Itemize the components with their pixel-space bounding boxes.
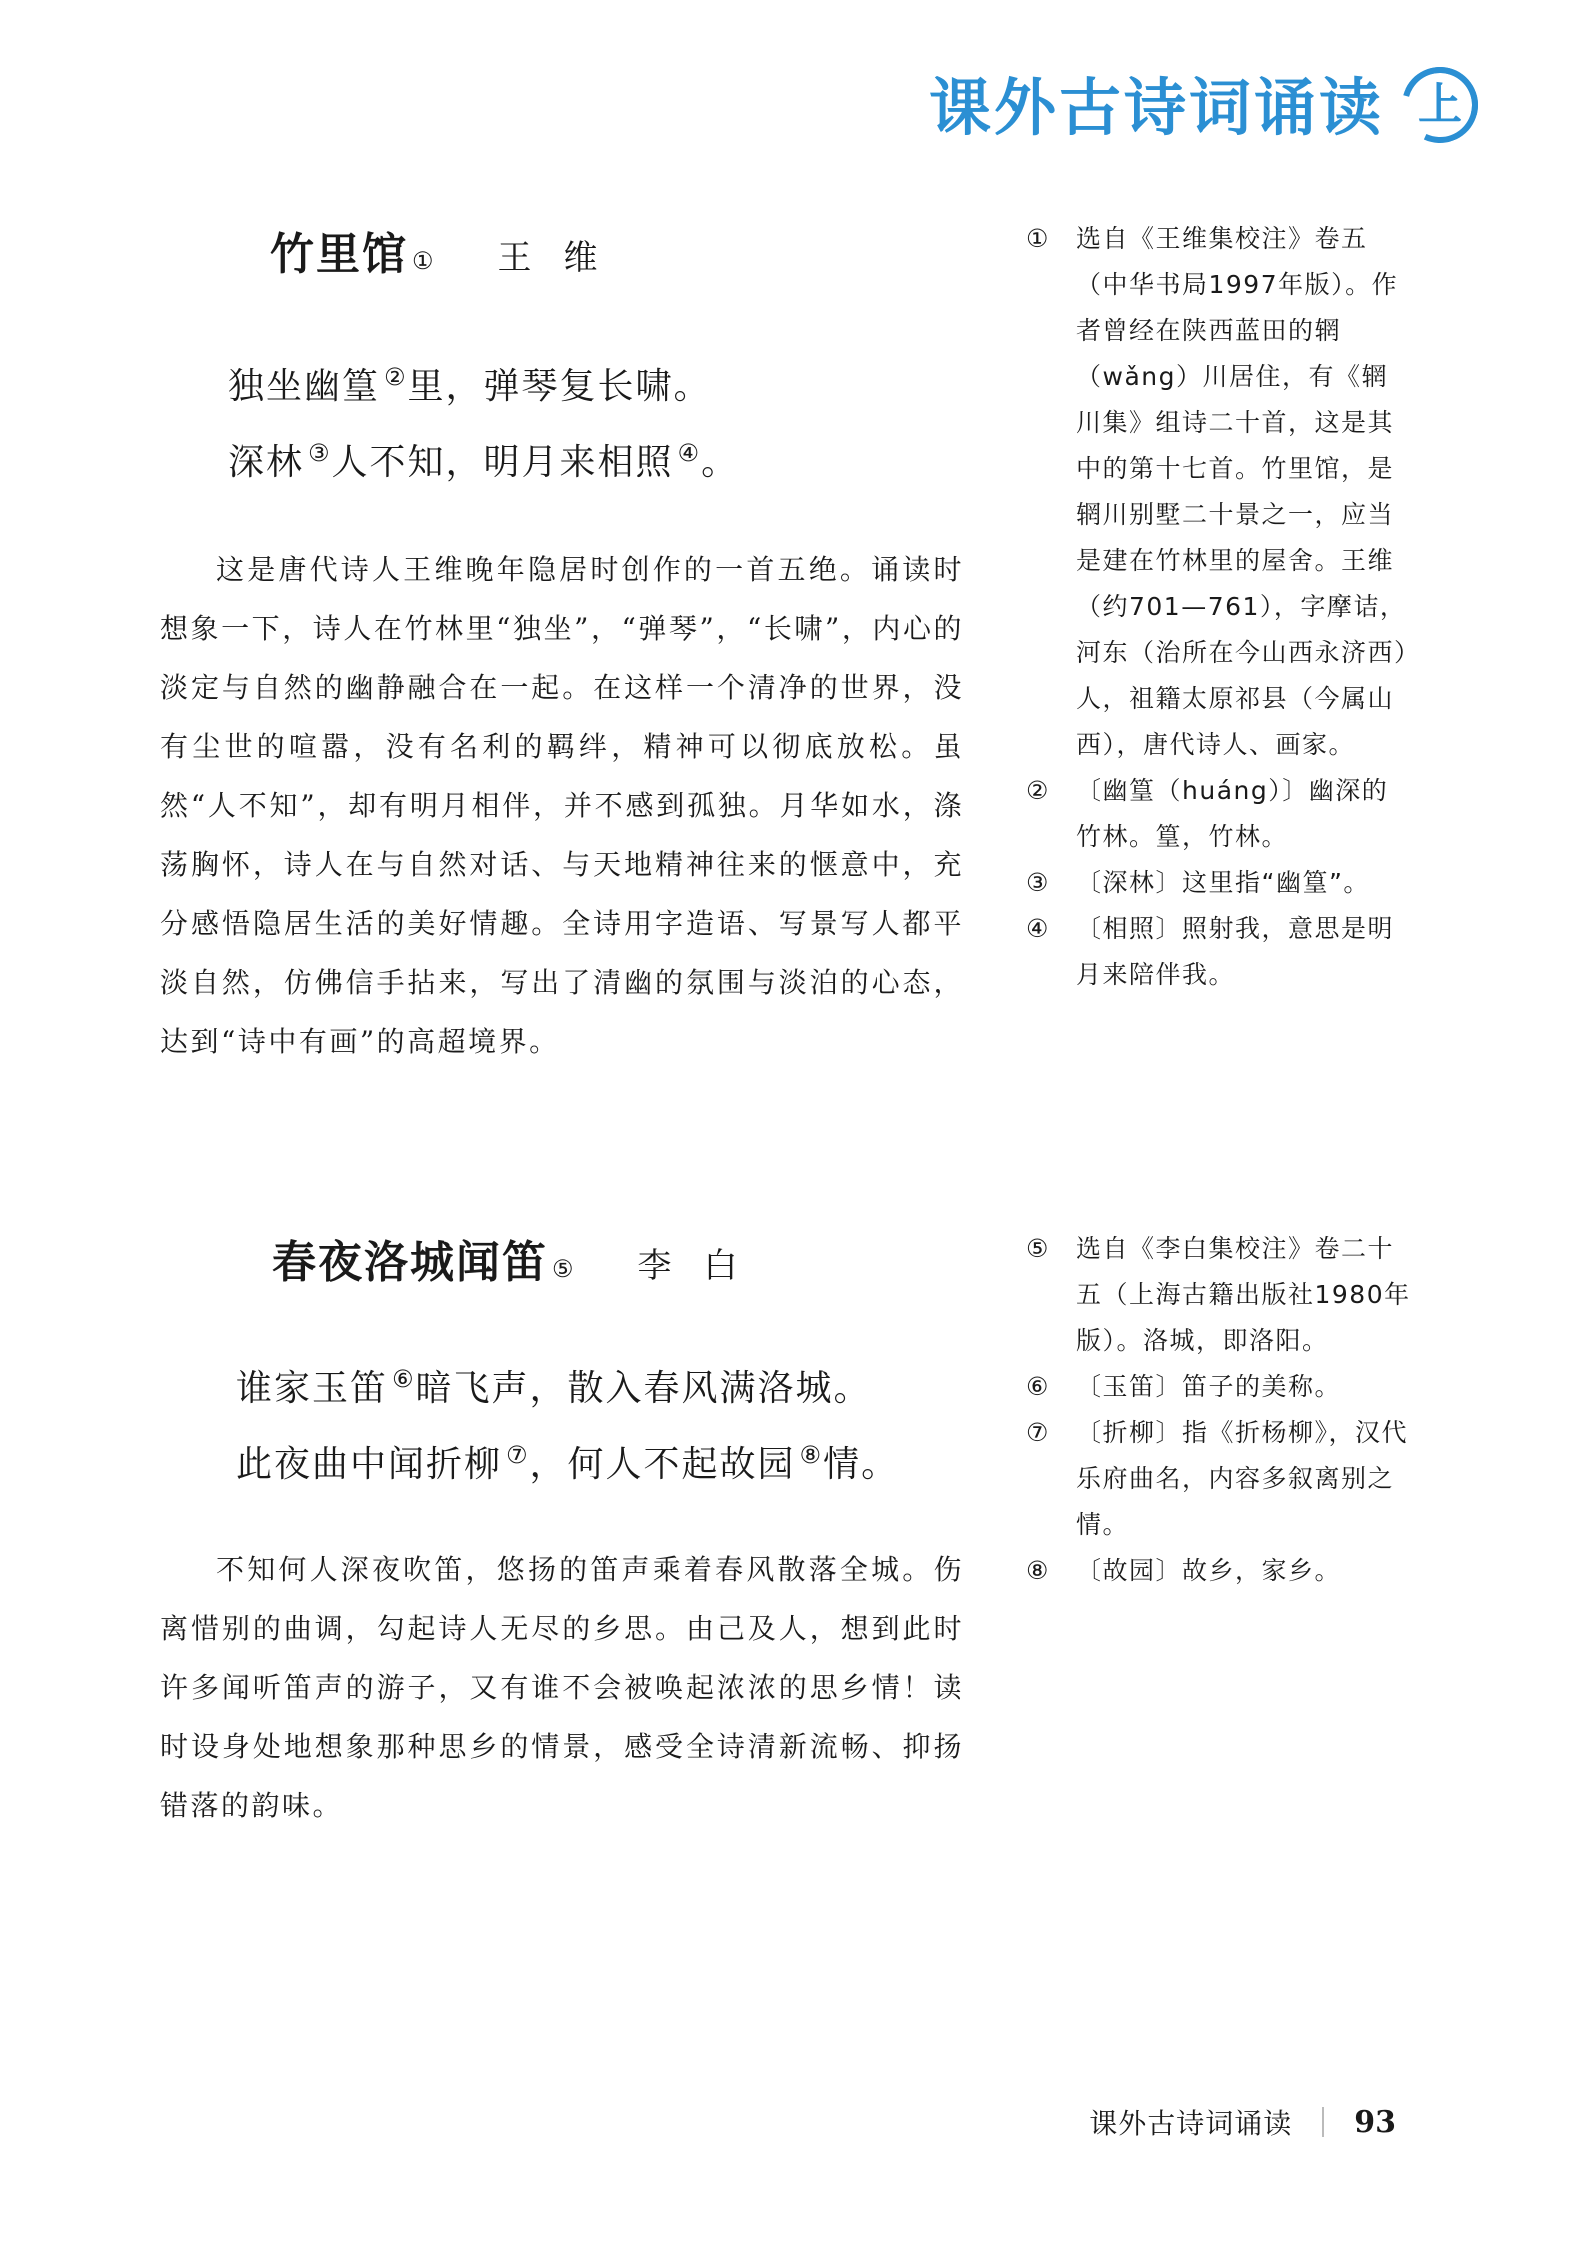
- footnote: ⑤ 选自《李白集校注》卷二十五（上海古籍出版社1980年版）。洛城，即洛阳。: [1026, 1234, 1411, 1355]
- footnote: ⑧ 〔故园〕故乡，家乡。: [1026, 1556, 1342, 1585]
- page-number: 93: [1354, 2104, 1396, 2140]
- poem2-line2: 此夜曲中闻折柳 ⑦，何人不起故园 ⑧情。: [236, 1441, 900, 1485]
- poem2-footnotes: [1026, 1226, 1414, 1594]
- volume-badge: [1402, 67, 1474, 139]
- poem1-commentary: 这是唐代诗人王维晚年隐居时创作的一首五绝。诵读时想象一下，诗人在竹林里“独坐”，“弹琴”，“长啸”，内心的淡定与自然的幽静融合在一起。在这样一个清净的世界，没有尘世的喧嚣，没有名利的羁绊，精神可以彻底放松。虽然“人不知”，却有明月相伴，并不感到孤独。月华如水，涤荡胸怀，诗人在与自然对话、与天地精神往来的惬意中，充分感悟隐居生活的美好情趣。全诗用字造语、写景写人都平淡自然，仿佛信手拈来，写出了清幽的氛围与淡泊的心态，达到“诗中有画”的高超境界。: [160, 553, 964, 1058]
- note-ref: ④: [677, 439, 702, 467]
- note-ref: ②: [384, 363, 408, 391]
- page-header: [929, 58, 1474, 147]
- poem1-heading: [270, 218, 630, 282]
- section-title: 课外古诗词诵读: [928, 71, 1384, 144]
- poem1-line2: 深林 ③人不知，明月来相照 ④。: [228, 439, 740, 483]
- poem1-title-note-ref: ①: [412, 247, 434, 275]
- note-ref: ⑦: [506, 1441, 530, 1469]
- poem1-title: 竹里馆: [270, 229, 408, 280]
- footnote: ⑦ 〔折柳〕指《折杨柳》，汉代乐府曲名，内容多叙离别之情。: [1026, 1418, 1409, 1539]
- poem2-title-note-ref: ⑤: [552, 1255, 574, 1283]
- poem2-verse: [236, 1346, 899, 1498]
- footer-section-label: 课外古诗词诵读: [1089, 2107, 1293, 2140]
- footnote: ③ 〔深林〕这里指“幽篁”。: [1026, 868, 1370, 897]
- poem1-author: 王维: [497, 238, 630, 278]
- note-ref: ③: [308, 439, 332, 467]
- footnote: ④ 〔相照〕照射我，意思是明月来陪伴我。: [1026, 914, 1395, 989]
- poem2-author: 李白: [637, 1246, 770, 1286]
- poem2-title: 春夜洛城闻笛: [272, 1237, 548, 1288]
- note-ref: ⑧: [799, 1441, 824, 1469]
- footer-divider: [1322, 2107, 1324, 2137]
- poem1-footnotes: [1026, 216, 1414, 998]
- volume-mark: 上: [1418, 78, 1462, 130]
- page-footer: [1089, 2102, 1396, 2142]
- poem1-line1: 独坐幽篁 ②里，弹琴复长啸。: [228, 363, 712, 407]
- poem2-commentary: 不知何人深夜吹笛，悠扬的笛声乘着春风散落全城。伤离惜别的曲调，勾起诗人无尽的乡思。由己及人，想到此时许多闻听笛声的游子，又有谁不会被唤起浓浓的思乡情！读时设身处地想象那种思乡的情景，感受全诗清新流畅、抑扬错落的韵味。: [160, 1553, 964, 1822]
- footnote: ⑥ 〔玉笛〕笛子的美称。: [1026, 1372, 1342, 1401]
- poem1-verse: [228, 344, 739, 496]
- note-ref: ⑥: [392, 1365, 416, 1393]
- poem2-heading: [272, 1226, 770, 1290]
- poem2-line1: 谁家玉笛 ⑥暗飞声，散入春风满洛城。: [236, 1365, 872, 1409]
- footnote: ① 选自《王维集校注》卷五（中华书局1997年版）。作者曾经在陕西蓝田的辋（wǎng）川居住，有《辋川集》组诗二十首，这是其中的第十七首。竹里馆，是辋川别墅二十景之一，应当是建在竹林里的屋舍。王维（约701—761），字摩诘，河东（治所在今山西永济西）人，祖籍太原祁县（今属山西），唐代诗人、画家。: [1026, 224, 1409, 759]
- footnote: ② 〔幽篁（huáng）〕幽深的竹林。篁，竹林。: [1026, 776, 1389, 851]
